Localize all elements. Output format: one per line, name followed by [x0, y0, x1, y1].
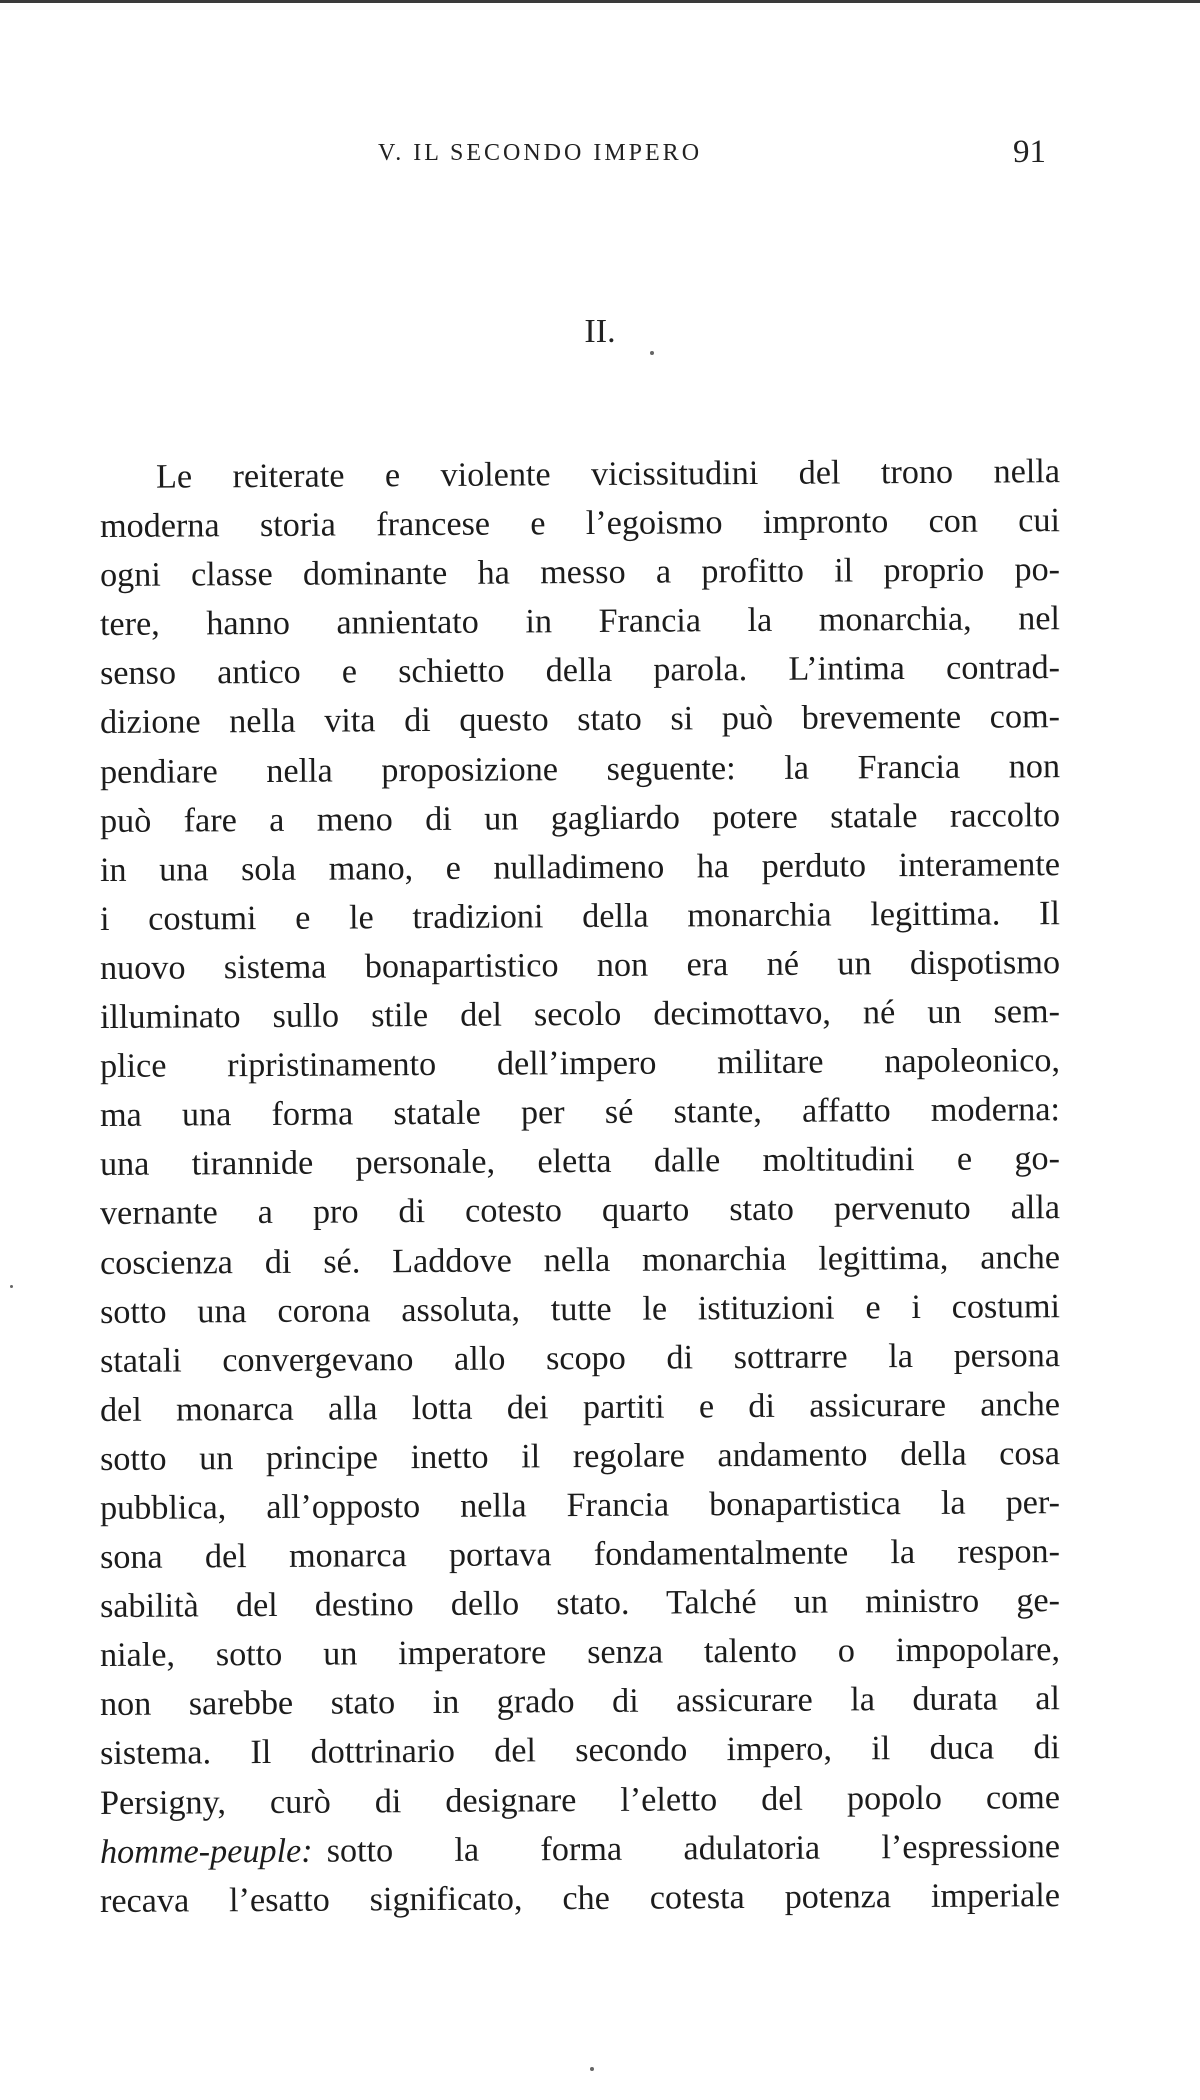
text-line-with-italic: [100, 1822, 1060, 1877]
text-line: sabilità del destino dello stato. Talché un ministro ge-: [99, 1582, 1061, 1626]
text-line: senso antico e schietto della parola. L’intima contrad-: [99, 649, 1061, 693]
text-line: Le reiterate e violente vicissitudini del trono nella: [155, 453, 1061, 496]
running-title: V. IL SECONDO IMPERO: [378, 140, 703, 166]
text-line: recava l’esatto significato, che cotesta potenza imperiale: [99, 1876, 1061, 1920]
text-line: tere, hanno annientato in Francia la monarchia, nel: [99, 600, 1061, 644]
text-line: ma una forma statale per sé stante, affatto moderna:: [99, 1091, 1061, 1135]
text-line: sistema. Il dottrinario del secondo impero, il duca di: [99, 1729, 1061, 1773]
text-line: dizione nella vita di questo stato si può brevemente com-: [99, 698, 1061, 742]
text-line: moderna storia francese e l’egoismo impronto con cui: [99, 502, 1061, 546]
body-paragraph: [100, 453, 1060, 1926]
text-line: plice ripristinamento dell’impero militare napoleonico,: [99, 1042, 1061, 1086]
italic-term: homme-peuple:: [99, 1832, 313, 1871]
paper-speck: [650, 351, 654, 355]
text-line: Persigny, curò di designare l’eletto del popolo come: [99, 1778, 1061, 1822]
paper-speck: [10, 1285, 13, 1288]
text-line: può fare a meno di un gagliardo potere statale raccolto: [99, 796, 1061, 840]
text-line: sotto una corona assoluta, tutte le istituzioni e i costumi: [99, 1287, 1061, 1331]
text-line: niale, sotto un imperatore senza talento o impopolare,: [99, 1631, 1061, 1675]
top-edge-rule: [0, 0, 1200, 3]
text-line: del monarca alla lotta dei partiti e di assicurare anche: [99, 1385, 1061, 1429]
text-line: pubblica, all’opposto nella Francia bonapartistica la per-: [99, 1484, 1061, 1527]
text-line: vernante a pro di cotesto quarto stato pervenuto alla: [99, 1189, 1061, 1233]
text-line: sona del monarca portava fondamentalmente la respon-: [99, 1533, 1061, 1577]
text-line: nuovo sistema bonapartistico non era né un dispotismo: [99, 944, 1061, 987]
text-line: statali convergevano allo scopo di sottrarre la persona: [99, 1336, 1061, 1380]
paper-speck: [590, 2067, 594, 2071]
text-line: pendiare nella proposizione seguente: la Francia non: [99, 747, 1061, 791]
page-number: 91: [1013, 134, 1046, 170]
text-line: illuminato sullo stile del secolo decimottavo, né un sem-: [99, 993, 1061, 1037]
text-line: coscienza di sé. Laddove nella monarchia legittima, anche: [99, 1238, 1061, 1282]
text-line: una tirannide personale, eletta dalle moltitudini e go-: [99, 1140, 1061, 1184]
section-number: II.: [584, 313, 616, 350]
text-line: in una sola mano, e nulladimeno ha perduto interamente: [99, 845, 1061, 889]
running-header: [0, 134, 1200, 180]
text-line: ogni classe dominante ha messo a profitto il proprio po-: [99, 551, 1061, 595]
text-line: i costumi e le tradizioni della monarchia legittima. Il: [99, 894, 1061, 938]
text-line: sotto un principe inetto il regolare andamento della cosa: [99, 1435, 1061, 1478]
text-line-rest: sotto la forma adulatoria l’espressione: [326, 1827, 1061, 1870]
text-line: non sarebbe stato in grado di assicurare la durata al: [99, 1680, 1061, 1724]
